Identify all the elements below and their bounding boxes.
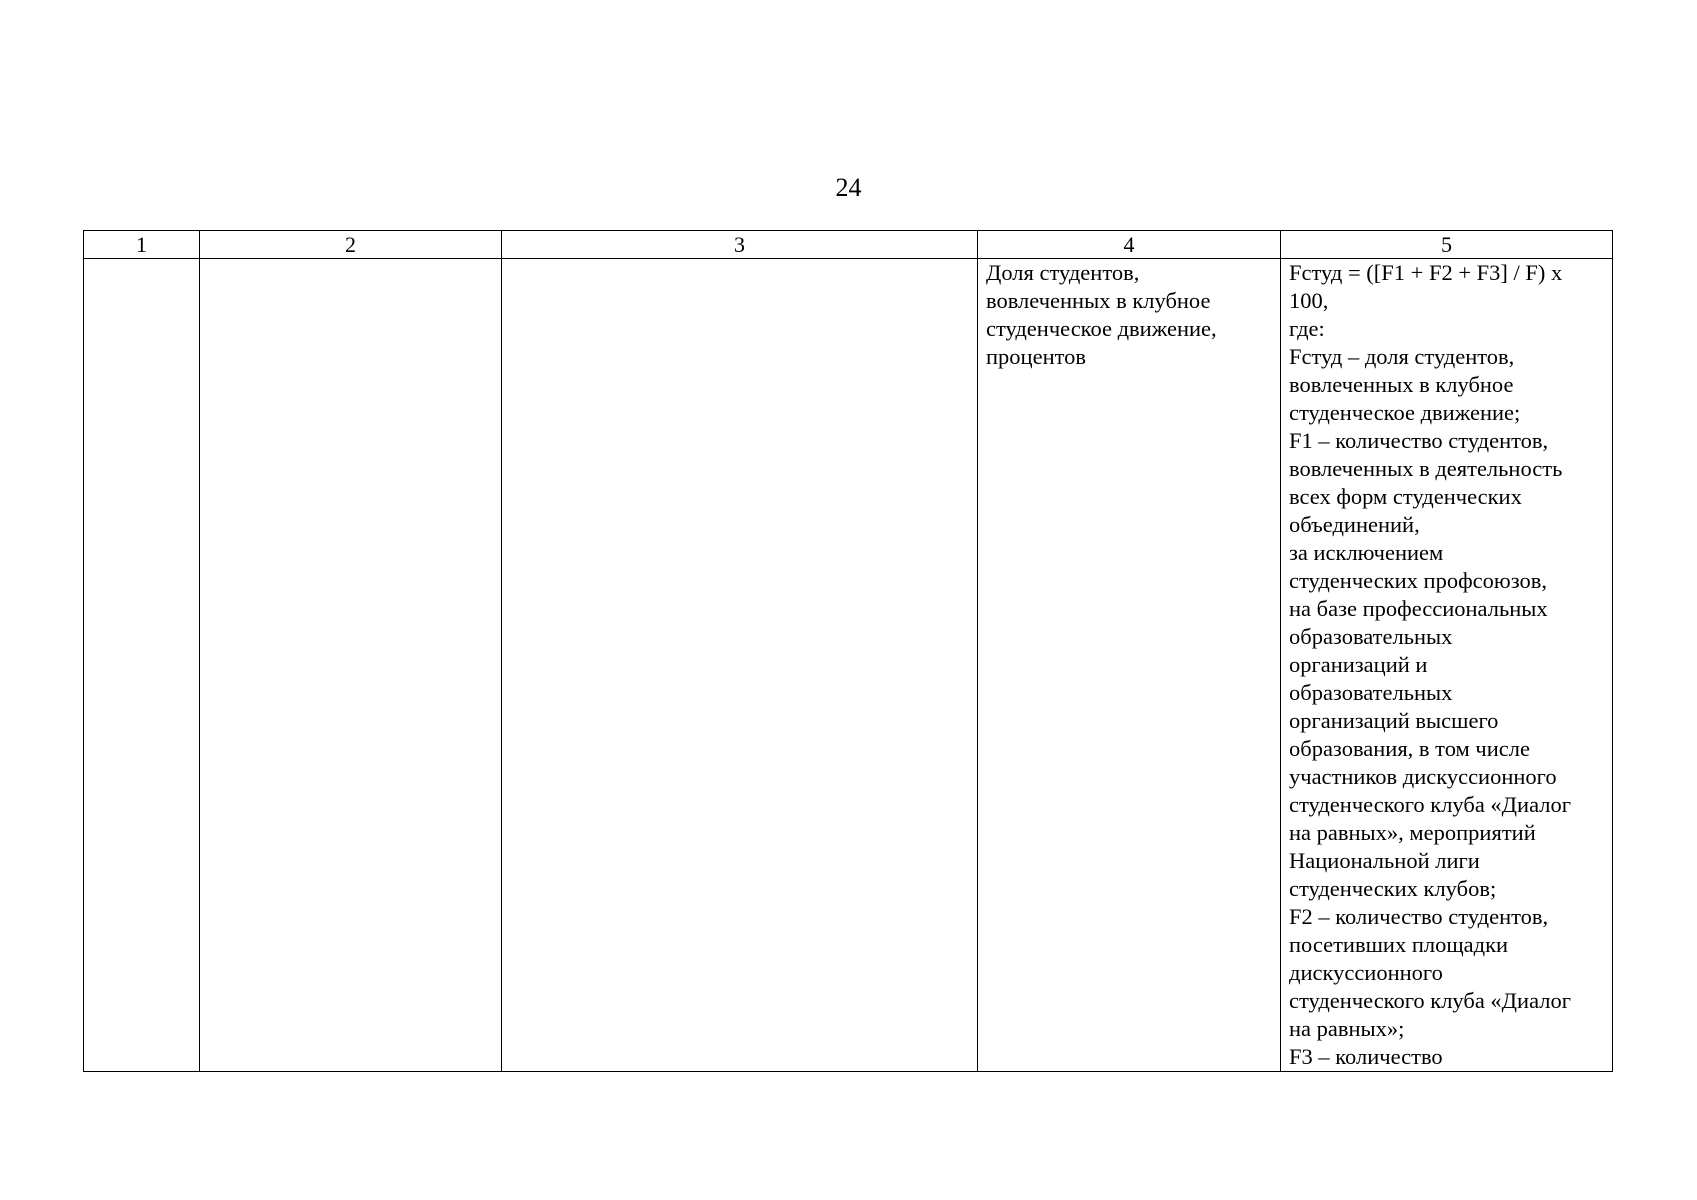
calculation-method-line: участников дискуссионного <box>1289 764 1557 789</box>
calculation-method-line: студенческое движение; <box>1289 400 1521 425</box>
calculation-method-line: образовательных <box>1289 680 1453 705</box>
calculation-method-line: посетивших площадки <box>1289 932 1509 957</box>
calculation-method-line: на равных»; <box>1289 1016 1405 1041</box>
row-cell-3 <box>502 259 978 1072</box>
calculation-method-line: 100, <box>1289 288 1329 313</box>
calculation-method-cell <box>1281 259 1613 1072</box>
calculation-method-line: студенческих клубов; <box>1289 876 1497 901</box>
calculation-method-line: за исключением <box>1289 540 1444 565</box>
page-number: 24 <box>835 173 862 202</box>
calculation-method-line: Национальной лиги <box>1289 848 1480 873</box>
calculation-method-line: дискуссионного <box>1289 960 1443 985</box>
calculation-method-line: организаций и <box>1289 652 1428 677</box>
calculation-method-line: на базе профессиональных <box>1289 596 1548 621</box>
calculation-method-line: вовлеченных в клубное <box>1289 372 1514 397</box>
header-cell-2: 2 <box>200 231 502 259</box>
header-cell-3: 3 <box>502 231 978 259</box>
indicator-name-line: студенческое движение, <box>986 316 1217 341</box>
calculation-method-line: F3 – количество <box>1289 1044 1443 1069</box>
row-cell-1 <box>84 259 200 1072</box>
calculation-method-line: всех форм студенческих <box>1289 484 1522 509</box>
calculation-method-line: вовлеченных в деятельность <box>1289 456 1563 481</box>
calculation-method-line: студенческого клуба «Диалог <box>1289 988 1571 1013</box>
row-cell-2 <box>200 259 502 1072</box>
calculation-method-line: F2 – количество студентов, <box>1289 904 1549 929</box>
calculation-method-line: Fстуд = ([F1 + F2 + F3] / F) х <box>1289 260 1563 285</box>
table-header-row <box>84 231 1613 259</box>
calculation-method-line: студенческого клуба «Диалог <box>1289 792 1571 817</box>
indicator-name-line: Доля студентов, <box>986 260 1140 285</box>
header-cell-4: 4 <box>978 231 1281 259</box>
calculation-method-line: образования, в том числе <box>1289 736 1530 761</box>
calculation-method-line: F1 – количество студентов, <box>1289 428 1549 453</box>
indicator-name-cell <box>978 259 1281 1072</box>
calculation-method-line: организаций высшего <box>1289 708 1499 733</box>
table-row <box>84 259 1613 1072</box>
indicator-table <box>83 230 1613 1072</box>
calculation-method-line: студенческих профсоюзов, <box>1289 568 1547 593</box>
calculation-method-line: на равных», мероприятий <box>1289 820 1536 845</box>
indicator-name-line: процентов <box>986 344 1087 369</box>
calculation-method-line: образовательных <box>1289 624 1453 649</box>
header-cell-5: 5 <box>1281 231 1613 259</box>
header-cell-1: 1 <box>84 231 200 259</box>
calculation-method-line: где: <box>1289 316 1325 341</box>
indicator-name-line: вовлеченных в клубное <box>986 288 1211 313</box>
calculation-method-line: Fстуд – доля студентов, <box>1289 344 1515 369</box>
calculation-method-line: объединений, <box>1289 512 1420 537</box>
